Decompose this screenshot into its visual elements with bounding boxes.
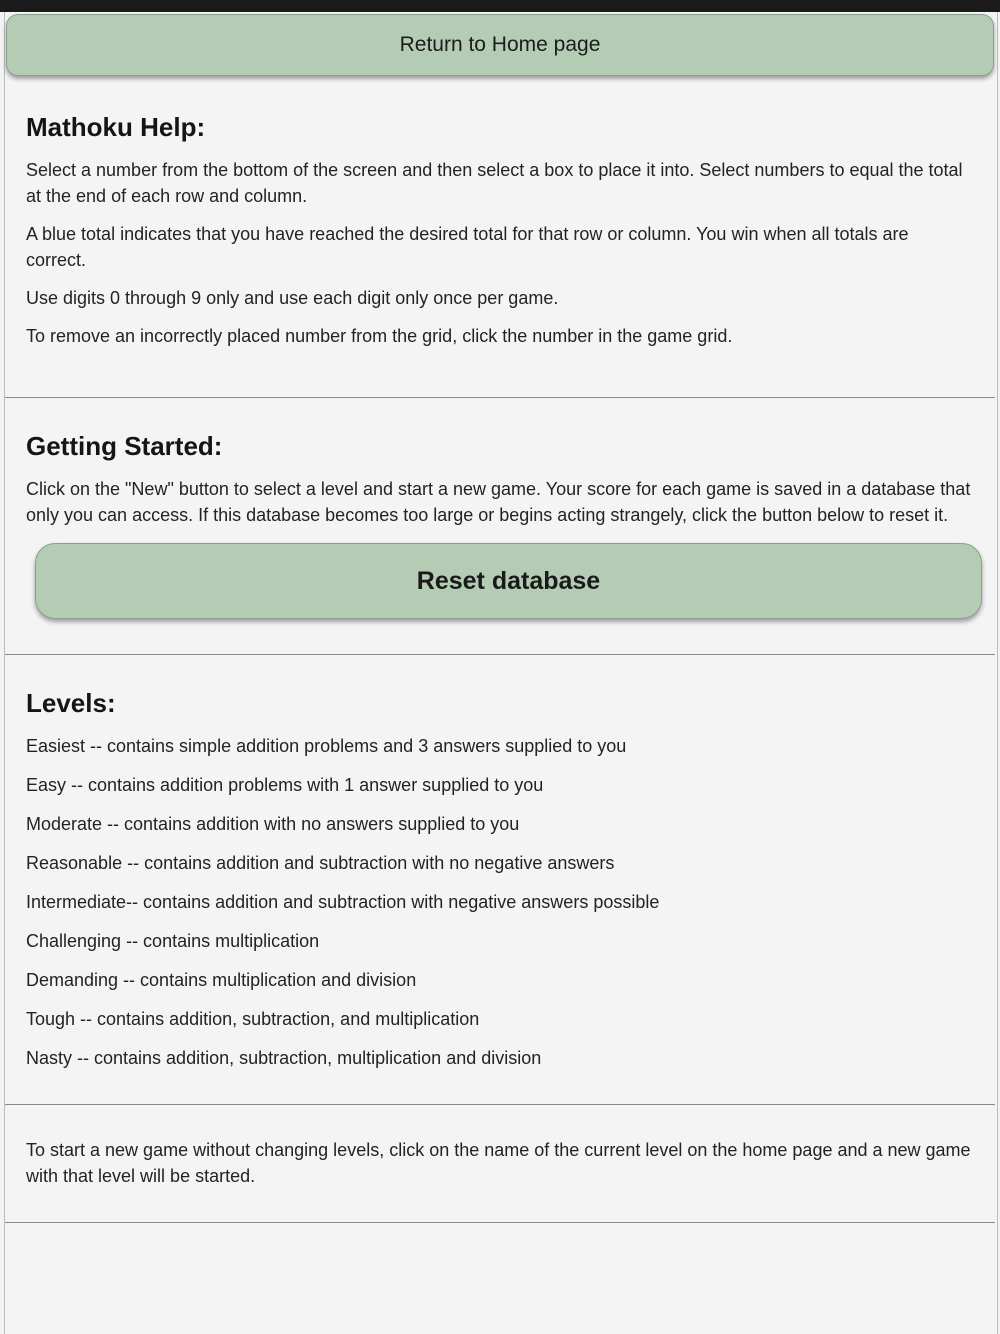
- section-divider: [5, 1222, 995, 1223]
- section-divider: [5, 654, 995, 655]
- level-item-challenging: Challenging -- contains multiplication: [26, 931, 320, 951]
- help-paragraph: To remove an incorrectly placed number from the grid, click the number in the game grid.: [26, 326, 733, 346]
- levels-section: [26, 688, 971, 1084]
- level-item-moderate: Moderate -- contains addition with no answers supplied to you: [26, 814, 520, 834]
- help-paragraph: A blue total indicates that you have reached the desired total for that row or column. You win when all totals are correct.: [26, 224, 909, 270]
- getting-started-text: Click on the "New" button to select a level and start a new game. Your score for each game is saved in a database that only you can access. If this database becomes too large or begins acting strangely, click the button below to reset it.: [26, 479, 971, 525]
- top-edge: [0, 0, 1000, 12]
- reset-database-button[interactable]: Reset database: [35, 543, 982, 619]
- level-item-easiest: Easiest -- contains simple addition problems and 3 answers supplied to you: [26, 736, 627, 756]
- section-divider: [5, 1104, 995, 1105]
- level-item-intermediate: Intermediate-- contains addition and subtraction with negative answers possible: [26, 892, 660, 912]
- level-item-nasty: Nasty -- contains addition, subtraction, multiplication and division: [26, 1048, 542, 1068]
- new-game-note: To start a new game without changing levels, click on the name of the current level on the home page and a new game with that level will be started.: [26, 1140, 971, 1186]
- help-section: [26, 112, 971, 361]
- help-title: Mathoku Help:: [26, 112, 206, 142]
- level-item-demanding: Demanding -- contains multiplication and division: [26, 970, 417, 990]
- level-item-tough: Tough -- contains addition, subtraction, and multiplication: [26, 1009, 480, 1029]
- getting-started-section: [26, 431, 971, 540]
- getting-started-title: Getting Started:: [26, 431, 223, 461]
- level-item-reasonable: Reasonable -- contains addition and subtraction with no negative answers: [26, 853, 615, 873]
- return-home-button[interactable]: Return to Home page: [6, 14, 994, 76]
- levels-title: Levels:: [26, 688, 116, 718]
- level-item-easy: Easy -- contains addition problems with 1 answer supplied to you: [26, 775, 544, 795]
- help-paragraph: Use digits 0 through 9 only and use each digit only once per game.: [26, 288, 559, 308]
- new-game-note-section: [26, 1137, 971, 1201]
- section-divider: [5, 397, 995, 398]
- help-paragraph: Select a number from the bottom of the screen and then select a box to place it into. Select numbers to equal the total at the end of each row and column.: [26, 160, 963, 206]
